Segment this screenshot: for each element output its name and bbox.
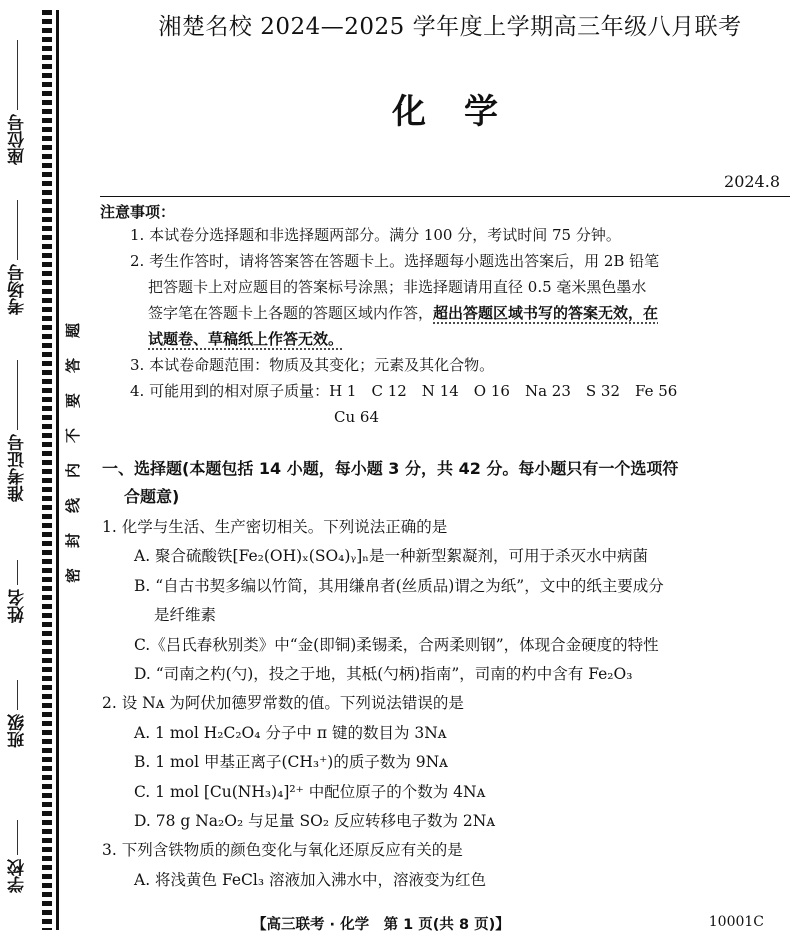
seal-char: 线 <box>64 497 83 514</box>
seal-dashed-line <box>42 10 52 930</box>
section-heading <box>102 455 782 511</box>
admission-number-field <box>4 360 30 502</box>
section-heading-line: 一、选择题(本题包括 14 小题，每小题 3 分，共 42 分。每小题只有一个选项符 <box>102 459 679 478</box>
seal-char: 内 <box>64 462 83 479</box>
seal-char: 答 <box>64 357 83 374</box>
header-rule <box>100 196 790 197</box>
subject-title: 化学 <box>392 92 536 132</box>
seat-number-label: 座位号 <box>7 114 28 165</box>
question-1-option-c: C.《吕氏春秋别类》中“金(即铜)柔锡柔，合两柔则钢”，体现合金硬度的特性 <box>134 635 659 654</box>
question-3-stem: 3. 下列含铁物质的颜色变化与氧化还原反应有关的是 <box>102 841 463 860</box>
page-footer: 【高三联考 · 化学 第 1 页(共 8 页)】 <box>252 917 510 933</box>
notice-item-4-cont: Cu 64 <box>334 408 379 426</box>
question-2-option-d: D. 78 g Na₂O₂ 与足量 SO₂ 反应转移电子数为 2Nᴀ <box>134 812 496 831</box>
notice-item-2: 2. 考生作答时，请将答案答在答题卡上。选择题每小题选出答案后，用 2B 铅笔 <box>130 252 660 270</box>
school-label: 学校 <box>7 859 28 893</box>
school-field <box>4 820 30 893</box>
binding-margin <box>0 0 100 942</box>
seal-warning <box>62 320 84 586</box>
name-label: 姓名 <box>7 589 28 623</box>
admission-number-label: 准考证号 <box>7 434 28 502</box>
exam-date: 2024.8 <box>724 172 780 191</box>
section-heading-cont: 合题意) <box>124 487 180 506</box>
seal-char: 要 <box>64 392 83 409</box>
seat-number-field <box>4 40 30 165</box>
exam-room-field <box>4 200 30 315</box>
seal-char: 题 <box>64 322 83 339</box>
exam-room-label: 考场号 <box>7 264 28 315</box>
notice-emphasis-2: 试题卷、草稿纸上作答无效。 <box>148 330 344 348</box>
question-2-option-c: C. 1 mol [Cu(NH₃)₄]²⁺ 中配位原子的个数为 4Nᴀ <box>134 782 486 801</box>
seal-solid-line <box>56 10 59 930</box>
name-field <box>4 560 30 623</box>
notice-emphasis: 超出答题区域书写的答案无效，在 <box>433 304 659 322</box>
seal-char: 密 <box>64 567 83 584</box>
seal-char: 封 <box>64 532 83 549</box>
notice-item-4: 4. 可能用到的相对原子质量：H 1 C 12 N 14 O 16 Na 23 S 32 Fe 56 <box>130 382 678 400</box>
notice-item-1: 1. 本试卷分选择题和非选择题两部分。满分 100 分，考试时间 75 分钟。 <box>130 226 621 244</box>
paper-code: 10001C <box>708 914 764 930</box>
question-1-option-d: D. “司南之杓(勺)，投之于地，其柢(勺柄)指南”，司南的杓中含有 Fe₂O₃ <box>134 665 633 684</box>
notice-item-3: 3. 本试卷命题范围：物质及其变化；元素及其化合物。 <box>130 356 495 374</box>
question-2-option-b: B. 1 mol 甲基正离子(CH₃⁺)的质子数为 9Nᴀ <box>134 753 448 772</box>
notice-text: 签字笔在答题卡上各题的答题区域内作答， <box>148 304 434 322</box>
question-2-option-a: A. 1 mol H₂C₂O₄ 分子中 π 键的数目为 3Nᴀ <box>134 723 447 742</box>
exam-page <box>100 0 790 942</box>
question-1-option-b: B. “自古书契多编以竹简，其用缣帛者(丝质品)谓之为纸”，文中的纸主要成分 <box>134 576 664 595</box>
exam-title: 湘楚名校 2024—2025 学年度上学期高三年级八月联考 <box>158 14 742 40</box>
question-3-option-a: A. 将浅黄色 FeCl₃ 溶液加入沸水中，溶液变为红色 <box>134 870 487 889</box>
question-1-option-a: A. 聚合硫酸铁[Fe₂(OH)ₓ(SO₄)ᵧ]ₙ是一种新型絮凝剂，可用于杀灭水中病菌 <box>134 547 648 566</box>
notice-item-2-cont2 <box>130 300 790 326</box>
question-1-option-b-cont: 是纤维素 <box>154 606 217 625</box>
notice-item-2-cont: 把答题卡上对应题目的答案标号涂黑；非选择题请用直径 0.5 毫米黑色墨水 <box>148 278 647 296</box>
question-1-stem: 1. 化学与生活、生产密切相关。下列说法正确的是 <box>102 518 448 536</box>
question-list <box>102 513 782 895</box>
class-label: 班级 <box>7 714 28 748</box>
seal-char: 不 <box>64 427 83 444</box>
class-field <box>4 680 30 748</box>
question-2-stem: 2. 设 Nᴀ 为阿伏加德罗常数的值。下列说法错误的是 <box>102 694 464 713</box>
notice-heading: 注意事项： <box>100 203 176 221</box>
notice-list <box>130 222 790 430</box>
